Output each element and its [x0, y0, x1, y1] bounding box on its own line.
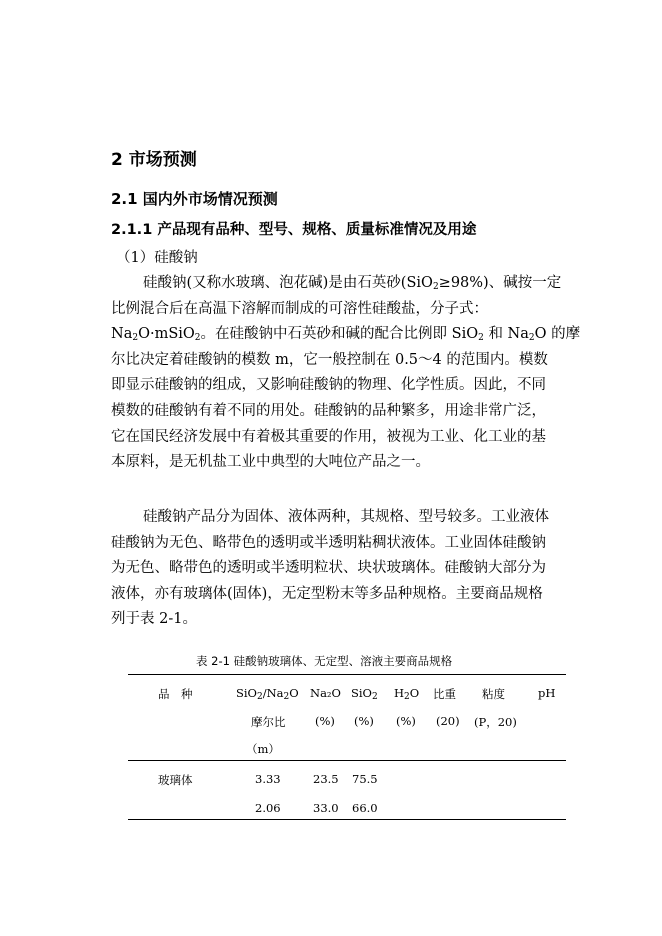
subsection-heading: 2.1 国内外市场情况预测: [111, 190, 278, 208]
header-density-unit: (20): [436, 714, 460, 728]
p1-line-6: 模数的硅酸钠有着不同的用处。硅酸钠的品种繁多，用途非常广泛，: [111, 402, 546, 419]
p1-line-8: 本原料，是无机盐工业中典型的大吨位产品之一。: [111, 454, 430, 471]
paragraph-2: [111, 505, 581, 633]
section-heading: 2 市场预测: [111, 150, 197, 170]
item-heading: （1）硅酸钠: [116, 250, 198, 266]
table-caption: 表 2-1 硅酸钠玻璃体、无定型、溶液主要商品规格: [196, 654, 453, 668]
header-ratio-line-2: 摩尔比: [251, 715, 286, 729]
header-sio2-unit: (%): [354, 714, 374, 728]
p2-line-1: 硅酸钠产品分为固体、液体两种，其规格、型号较多。工业液体: [143, 509, 549, 525]
header-h2o-unit: (%): [396, 714, 416, 728]
row-1-ratio: 3.33: [255, 772, 281, 786]
row-1-variety: 玻璃体: [158, 773, 193, 787]
p2-line-5: 列于表 2-1。: [111, 611, 197, 628]
header-ratio-line-3: （m）: [246, 742, 280, 756]
header-viscosity-unit: (P，20): [474, 715, 517, 729]
table-header-rule: [128, 760, 566, 761]
row-2-na2o: 33.0: [313, 801, 339, 815]
p1-line-4: 尔比决定着硅酸钠的模数 m，它一般控制在 0.5～4 的范围内。模数: [111, 351, 548, 368]
header-h2o: $H_2O$: [394, 686, 420, 702]
p1-line-5: 即显示硅酸钠的组成，又影响硅酸钠的物理、化学性质。因此，不同: [111, 377, 546, 394]
p1-line-7: 它在国民经济发展中有着极其重要的作用，被视为工业、化工业的基: [111, 428, 546, 445]
paragraph-1: [111, 271, 581, 476]
header-sio2: SiO$_2$: [351, 686, 378, 702]
row-2-ratio: 2.06: [255, 801, 281, 815]
header-density: 比重: [433, 687, 456, 701]
p1-line-1: 硅酸钠(又称水玻璃、泡花碱)是由石英砂(SiO$_2$≥98%)、碱按一定: [143, 275, 562, 292]
p2-line-4: 液体，亦有玻璃体(固体)，无定型粉末等多品种规格。主要商品规格: [111, 585, 543, 602]
header-viscosity: 粘度: [482, 687, 505, 701]
row-1-na2o: 23.5: [313, 772, 339, 786]
table-top-rule: [128, 674, 566, 675]
subsubsection-heading: 2.1.1 产品现有品种、型号、规格、质量标准情况及用途: [111, 222, 477, 238]
row-1-sio2: 75.5: [352, 772, 378, 786]
header-ph: pH: [538, 686, 556, 700]
header-ratio: $SiO_2/Na_2O$: [236, 686, 299, 702]
p1-line-2: 比例混合后在高温下溶解而制成的可溶性硅酸盐，分子式：: [111, 300, 488, 317]
p2-line-2: 硅酸钠为无色、略带色的透明或半透明粘稠状液体。工业固体硅酸钠: [111, 534, 546, 551]
header-variety: 品 种: [158, 687, 193, 701]
header-na2o: Na₂O: [310, 686, 341, 700]
row-2-sio2: 66.0: [352, 801, 378, 815]
p2-line-3: 为无色、略带色的透明或半透明粒状、块状玻璃体。硅酸钠大部分为: [111, 560, 546, 577]
table-bottom-rule: [128, 819, 566, 820]
header-na2o-unit: (%): [315, 714, 335, 728]
p1-line-3: $Na_2O\cdot mSiO_2$。在硅酸钠中石英砂和碱的配合比例即 SiO$_2$ 和 $Na_2O$ 的摩: [111, 326, 581, 344]
